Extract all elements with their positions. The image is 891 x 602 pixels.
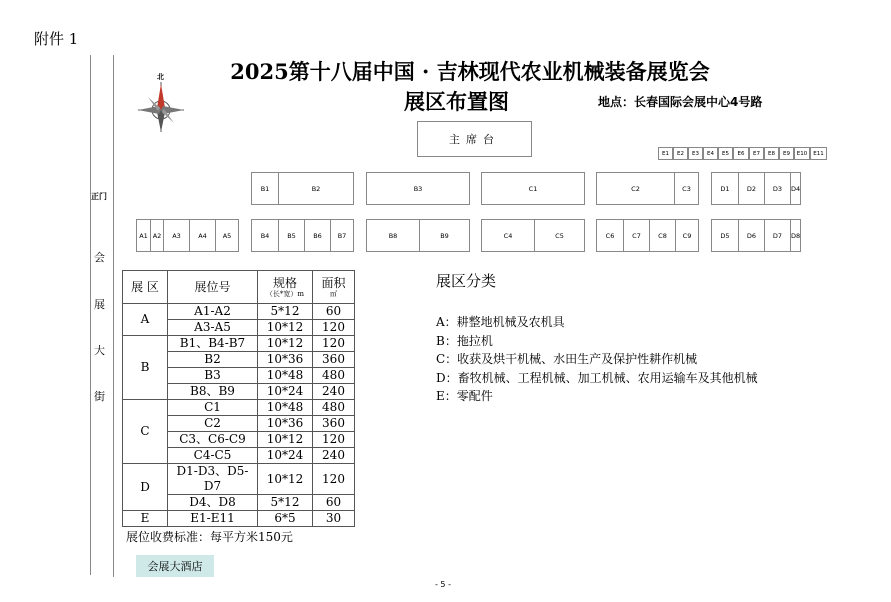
area-cell: 30: [313, 511, 355, 527]
booth-d2: D2: [738, 173, 764, 204]
booth-group-b1-b2: [251, 172, 354, 205]
booth-d1: D1: [720, 184, 730, 193]
booth-a1: A1: [139, 231, 148, 240]
booth-b3: B3: [366, 172, 470, 205]
spec-cell: 5*12: [258, 304, 313, 320]
booth-b7: B7: [330, 220, 353, 251]
header-booth-no: 展位号: [168, 271, 258, 304]
booth-e3: E3: [688, 147, 703, 160]
street-label-char: 展: [94, 298, 105, 311]
booth-no-cell: A3-A5: [168, 320, 258, 336]
attachment-label: 附件 1: [34, 30, 79, 48]
booth-e11: E11: [810, 147, 827, 160]
booth-d6: D6: [738, 220, 764, 251]
booth-no-cell: B8、B9: [168, 384, 258, 400]
booth-d3: D3: [764, 173, 790, 204]
zone-cell: D: [123, 464, 168, 511]
booth-e10: E10: [794, 147, 810, 160]
street-label-char: 街: [94, 390, 105, 403]
booth-c8: C8: [649, 220, 675, 251]
booth-c7: C7: [623, 220, 649, 251]
compass-rose-icon: [136, 72, 186, 134]
table-row: [123, 511, 355, 527]
booth-group-b8-b9: [366, 219, 470, 252]
area-cell: 360: [313, 416, 355, 432]
page-number: - 5 -: [435, 580, 451, 589]
spec-cell: 10*12: [258, 464, 313, 495]
zone-cell: A: [123, 304, 168, 336]
booth-no-cell: B2: [168, 352, 258, 368]
booth-group-c2-c3: [596, 172, 699, 205]
booth-c6: C6: [605, 231, 615, 240]
header-spec-unit: （长*宽）m: [265, 289, 305, 298]
booth-b2: B2: [278, 173, 353, 204]
location-label: 地点：长春国际会展中心4号路: [598, 95, 763, 109]
legend-item: B：拖拉机: [436, 334, 493, 348]
area-cell: 120: [313, 336, 355, 352]
spec-cell: 10*12: [258, 336, 313, 352]
legend-title: 展区分类: [436, 272, 497, 290]
booth-e8: E8: [764, 147, 779, 160]
booth-no-cell: E1-E11: [168, 511, 258, 527]
booth-c5: C5: [534, 220, 584, 251]
spec-cell: 10*36: [258, 352, 313, 368]
booth-spec-table: [122, 270, 355, 527]
spec-cell: 10*48: [258, 368, 313, 384]
booth-group-d1-d4: [711, 172, 801, 205]
booth-no-cell: C1: [168, 400, 258, 416]
booth-a4: A4: [189, 220, 215, 251]
legend-item: C：收获及烘干机械、水田生产及保护性耕作机械: [436, 352, 698, 366]
stage-box: 主席台: [417, 121, 532, 157]
fee-standard-text: 展位收费标准：每平方米150元: [126, 530, 293, 544]
area-cell: 240: [313, 448, 355, 464]
booth-group-c6-c9: [596, 219, 699, 252]
header-spec: [258, 271, 313, 304]
header-spec-label: 规格: [272, 275, 297, 290]
booth-d7: D7: [764, 220, 790, 251]
table-row: [123, 464, 355, 495]
spec-cell: 5*12: [258, 495, 313, 511]
booth-group-a1-a5: [136, 219, 239, 252]
legend-item: E：零配件: [436, 389, 493, 403]
booth-b9: B9: [419, 220, 469, 251]
table-row: [123, 336, 355, 352]
booth-a5: A5: [215, 220, 238, 251]
booth-d4: D4: [790, 173, 800, 204]
street-edge-line: [90, 55, 91, 575]
spec-cell: 10*24: [258, 384, 313, 400]
booth-no-cell: D4、D8: [168, 495, 258, 511]
booth-c2: C2: [631, 184, 640, 193]
booth-c4: C4: [503, 231, 513, 240]
spec-cell: 10*24: [258, 448, 313, 464]
area-cell: 120: [313, 320, 355, 336]
booth-e2: E2: [673, 147, 688, 160]
compass-north-label: 北: [157, 73, 164, 81]
area-cell: 60: [313, 304, 355, 320]
booth-b6: B6: [304, 220, 330, 251]
booth-e9: E9: [779, 147, 794, 160]
zone-cell: C: [123, 400, 168, 464]
table-header-row: [123, 271, 355, 304]
booth-e1: E1: [658, 147, 673, 160]
legend-item: A：耕整地机械及农机具: [436, 315, 565, 329]
booth-d8: D8: [790, 220, 800, 251]
booth-e5: E5: [718, 147, 733, 160]
booth-a2: A2: [150, 220, 163, 251]
area-cell: 480: [313, 400, 355, 416]
booth-no-cell: A1-A2: [168, 304, 258, 320]
booth-group-b4-b7: [251, 219, 354, 252]
table-row: [123, 304, 355, 320]
street-label-char: 会: [94, 251, 105, 264]
booth-no-cell: C4-C5: [168, 448, 258, 464]
header-area: [313, 271, 355, 304]
booth-e4: E4: [703, 147, 718, 160]
spec-cell: 6*5: [258, 511, 313, 527]
booth-c9: C9: [675, 220, 698, 251]
booth-no-cell: C3、C6-C9: [168, 432, 258, 448]
booth-group-c4-c5: [481, 219, 585, 252]
page-title: 2025第十八届中国 · 吉林现代农业机械装备展览会: [230, 59, 710, 84]
main-gate-label: 正门: [91, 192, 107, 201]
street-edge-line: [113, 55, 114, 577]
area-cell: 60: [313, 495, 355, 511]
area-cell: 120: [313, 464, 355, 495]
table-row: [123, 400, 355, 416]
area-cell: 120: [313, 432, 355, 448]
legend-item: D：畜牧机械、工程机械、加工机械、农用运输车及其他机械: [436, 371, 758, 385]
booth-group-d5-d8: [711, 219, 801, 252]
booth-no-cell: B3: [168, 368, 258, 384]
booth-d5: D5: [720, 231, 730, 240]
booth-no-cell: C2: [168, 416, 258, 432]
booth-b5: B5: [278, 220, 304, 251]
page-subtitle: 展区布置图: [404, 89, 509, 114]
area-cell: 360: [313, 352, 355, 368]
zone-cell: E: [123, 511, 168, 527]
spec-cell: 10*48: [258, 400, 313, 416]
area-cell: 480: [313, 368, 355, 384]
header-area-unit: ㎡: [330, 289, 337, 298]
booth-e7: E7: [749, 147, 764, 160]
spec-cell: 10*12: [258, 432, 313, 448]
header-area-label: 面积: [321, 275, 346, 290]
booth-b8: B8: [388, 231, 398, 240]
booth-c3: C3: [674, 173, 698, 204]
header-zone: 展 区: [123, 271, 168, 304]
booth-e6: E6: [733, 147, 749, 160]
booth-b4: B4: [260, 231, 270, 240]
booth-b1: B1: [260, 184, 270, 193]
booth-a3: A3: [163, 220, 189, 251]
area-cell: 240: [313, 384, 355, 400]
booth-c1: C1: [481, 172, 585, 205]
spec-cell: 10*36: [258, 416, 313, 432]
street-label-char: 大: [94, 344, 105, 357]
compass-icon: [136, 72, 186, 134]
booth-no-cell: D1-D3、D5-D7: [168, 464, 258, 495]
spec-cell: 10*12: [258, 320, 313, 336]
hotel-label: 会展大酒店: [136, 555, 214, 577]
booth-no-cell: B1、B4-B7: [168, 336, 258, 352]
zone-cell: B: [123, 336, 168, 400]
